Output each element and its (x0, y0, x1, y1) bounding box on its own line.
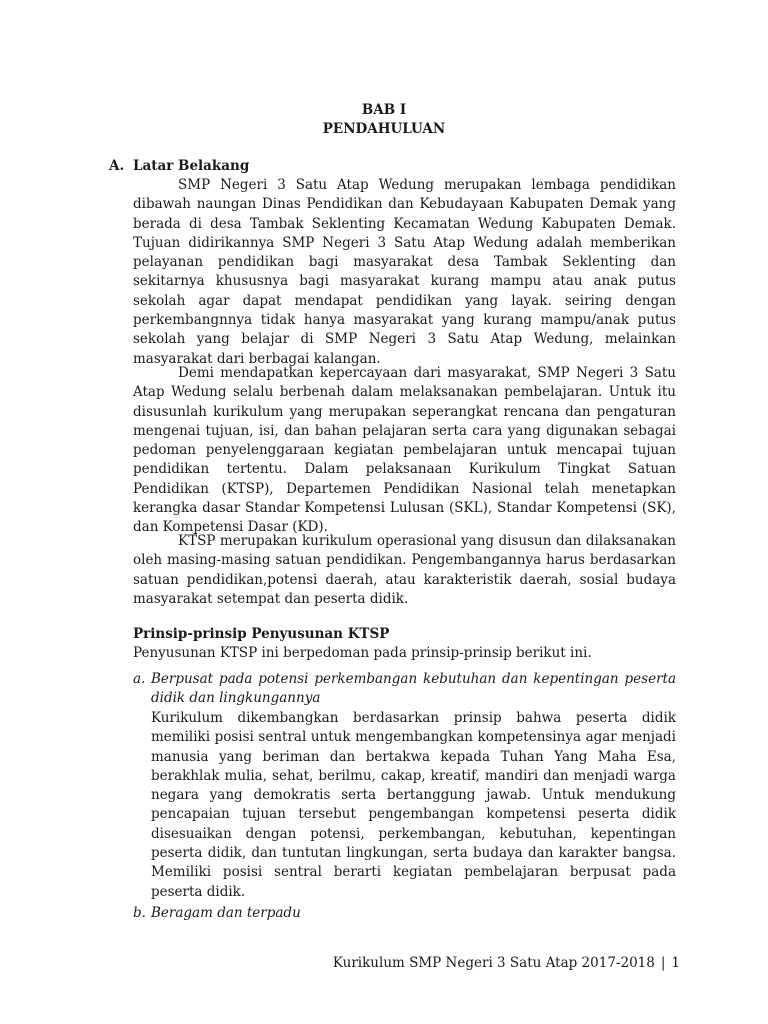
chapter-title: PENDAHULUAN (322, 121, 446, 137)
section-a-marker: A. (109, 158, 125, 174)
section-a-paragraph-1: SMP Negeri 3 Satu Atap Wedung merupakan lembaga pendidikan dibawah naungan Dinas Pendidikan dan Kebudayaan Kabupaten Demak yang berada di desa Tambak Seklenting Kecamatan Wedung Kabupaten Demak. Tujuan didirikannya SMP Negeri 3 Satu Atap Wedung adalah memberikan pelayanan pendidikan bagi masyarakat desa Tambak Seklenting dan sekitarnya khususnya bagi masyarakat kurang mampu atau anak putus sekolah agar dapat mendapat pendidikan yang layak. seiring dengan perkembangnnya tidak hanya masyarakat yang kurang mampu/anak putus sekolah yang belajar di SMP Negeri 3 Satu Atap Wedung, melainkan masyarakat dari berbagai kalangan. (133, 177, 676, 367)
footer-text: Kurikulum SMP Negeri 3 Satu Atap 2017-2018 (332, 955, 655, 971)
chapter-label: BAB I (361, 102, 407, 118)
principle-a-marker: a. (133, 671, 146, 687)
principles-intro: Penyusunan KTSP ini berpedoman pada prinsip-prinsip berikut ini. (133, 645, 592, 661)
section-a-paragraph-2: Demi mendapatkan kepercayaan dari masyarakat, SMP Negeri 3 Satu Atap Wedung selalu berbenah dalam melaksanakan pembelajaran. Untuk itu disusunlah kurikulum yang merupakan seperangkat rencana dan pengaturan mengenai tujuan, isi, dan bahan pelajaran serta cara yang digunakan sebagai pedoman penyelenggaraan kegiatan pembelajaran untuk mencapai tujuan pendidikan tertentu. Dalam pelaksanaan Kurikulum Tingkat Satuan Pendidikan (KTSP), Departemen Pendidikan Nasional telah menetapkan kerangka dasar Standar Kompetensi Lulusan (SKL), Standar Kompetensi (SK), dan Kompetensi Dasar (KD). (133, 365, 676, 536)
page-number: 1 (671, 955, 680, 971)
principle-b-title: Beragam dan terpadu (151, 905, 301, 921)
section-a-title: Latar Belakang (133, 158, 250, 174)
section-a-paragraph-3: KTSP merupakan kurikulum operasional yang disusun dan dilaksanakan oleh masing-masing satuan pendidikan. Pengembangannya harus berdasarkan satuan pendidikan,potensi daerah, atau karakteristik daerah, sosial budaya masyarakat setempat dan peserta didik. (133, 533, 676, 607)
page-footer (333, 955, 680, 971)
principles-title: Prinsip-prinsip Penyusunan KTSP (133, 626, 390, 642)
principle-a-title: Berpusat pada potensi perkembangan kebutuhan dan kepentingan peserta didik dan lingkungannya (151, 671, 676, 707)
principle-a-body: Kurikulum dikembangkan berdasarkan prinsip bahwa peserta didik memiliki posisi sentral untuk mengembangkan kompetensinya agar menjadi manusia yang beriman dan bertakwa kepada Tuhan Yang Maha Esa, berakhlak mulia, sehat, berilmu, cakap, kreatif, mandiri dan menjadi warga negara yang demokratis serta bertanggung jawab. Untuk mendukung pencapaian tujuan tersebut pengembangan kompetensi peserta didik disesuaikan dengan potensi, perkembangan, kebutuhan, kepentingan peserta didik, dan tuntutan lingkungan, serta budaya dan karakter bangsa. Memiliki posisi sentral berarti kegiatan pembelajaran berpusat pada peserta didik. (151, 710, 676, 900)
footer-separator: | (660, 955, 666, 971)
principle-b-marker: b. (133, 905, 146, 921)
